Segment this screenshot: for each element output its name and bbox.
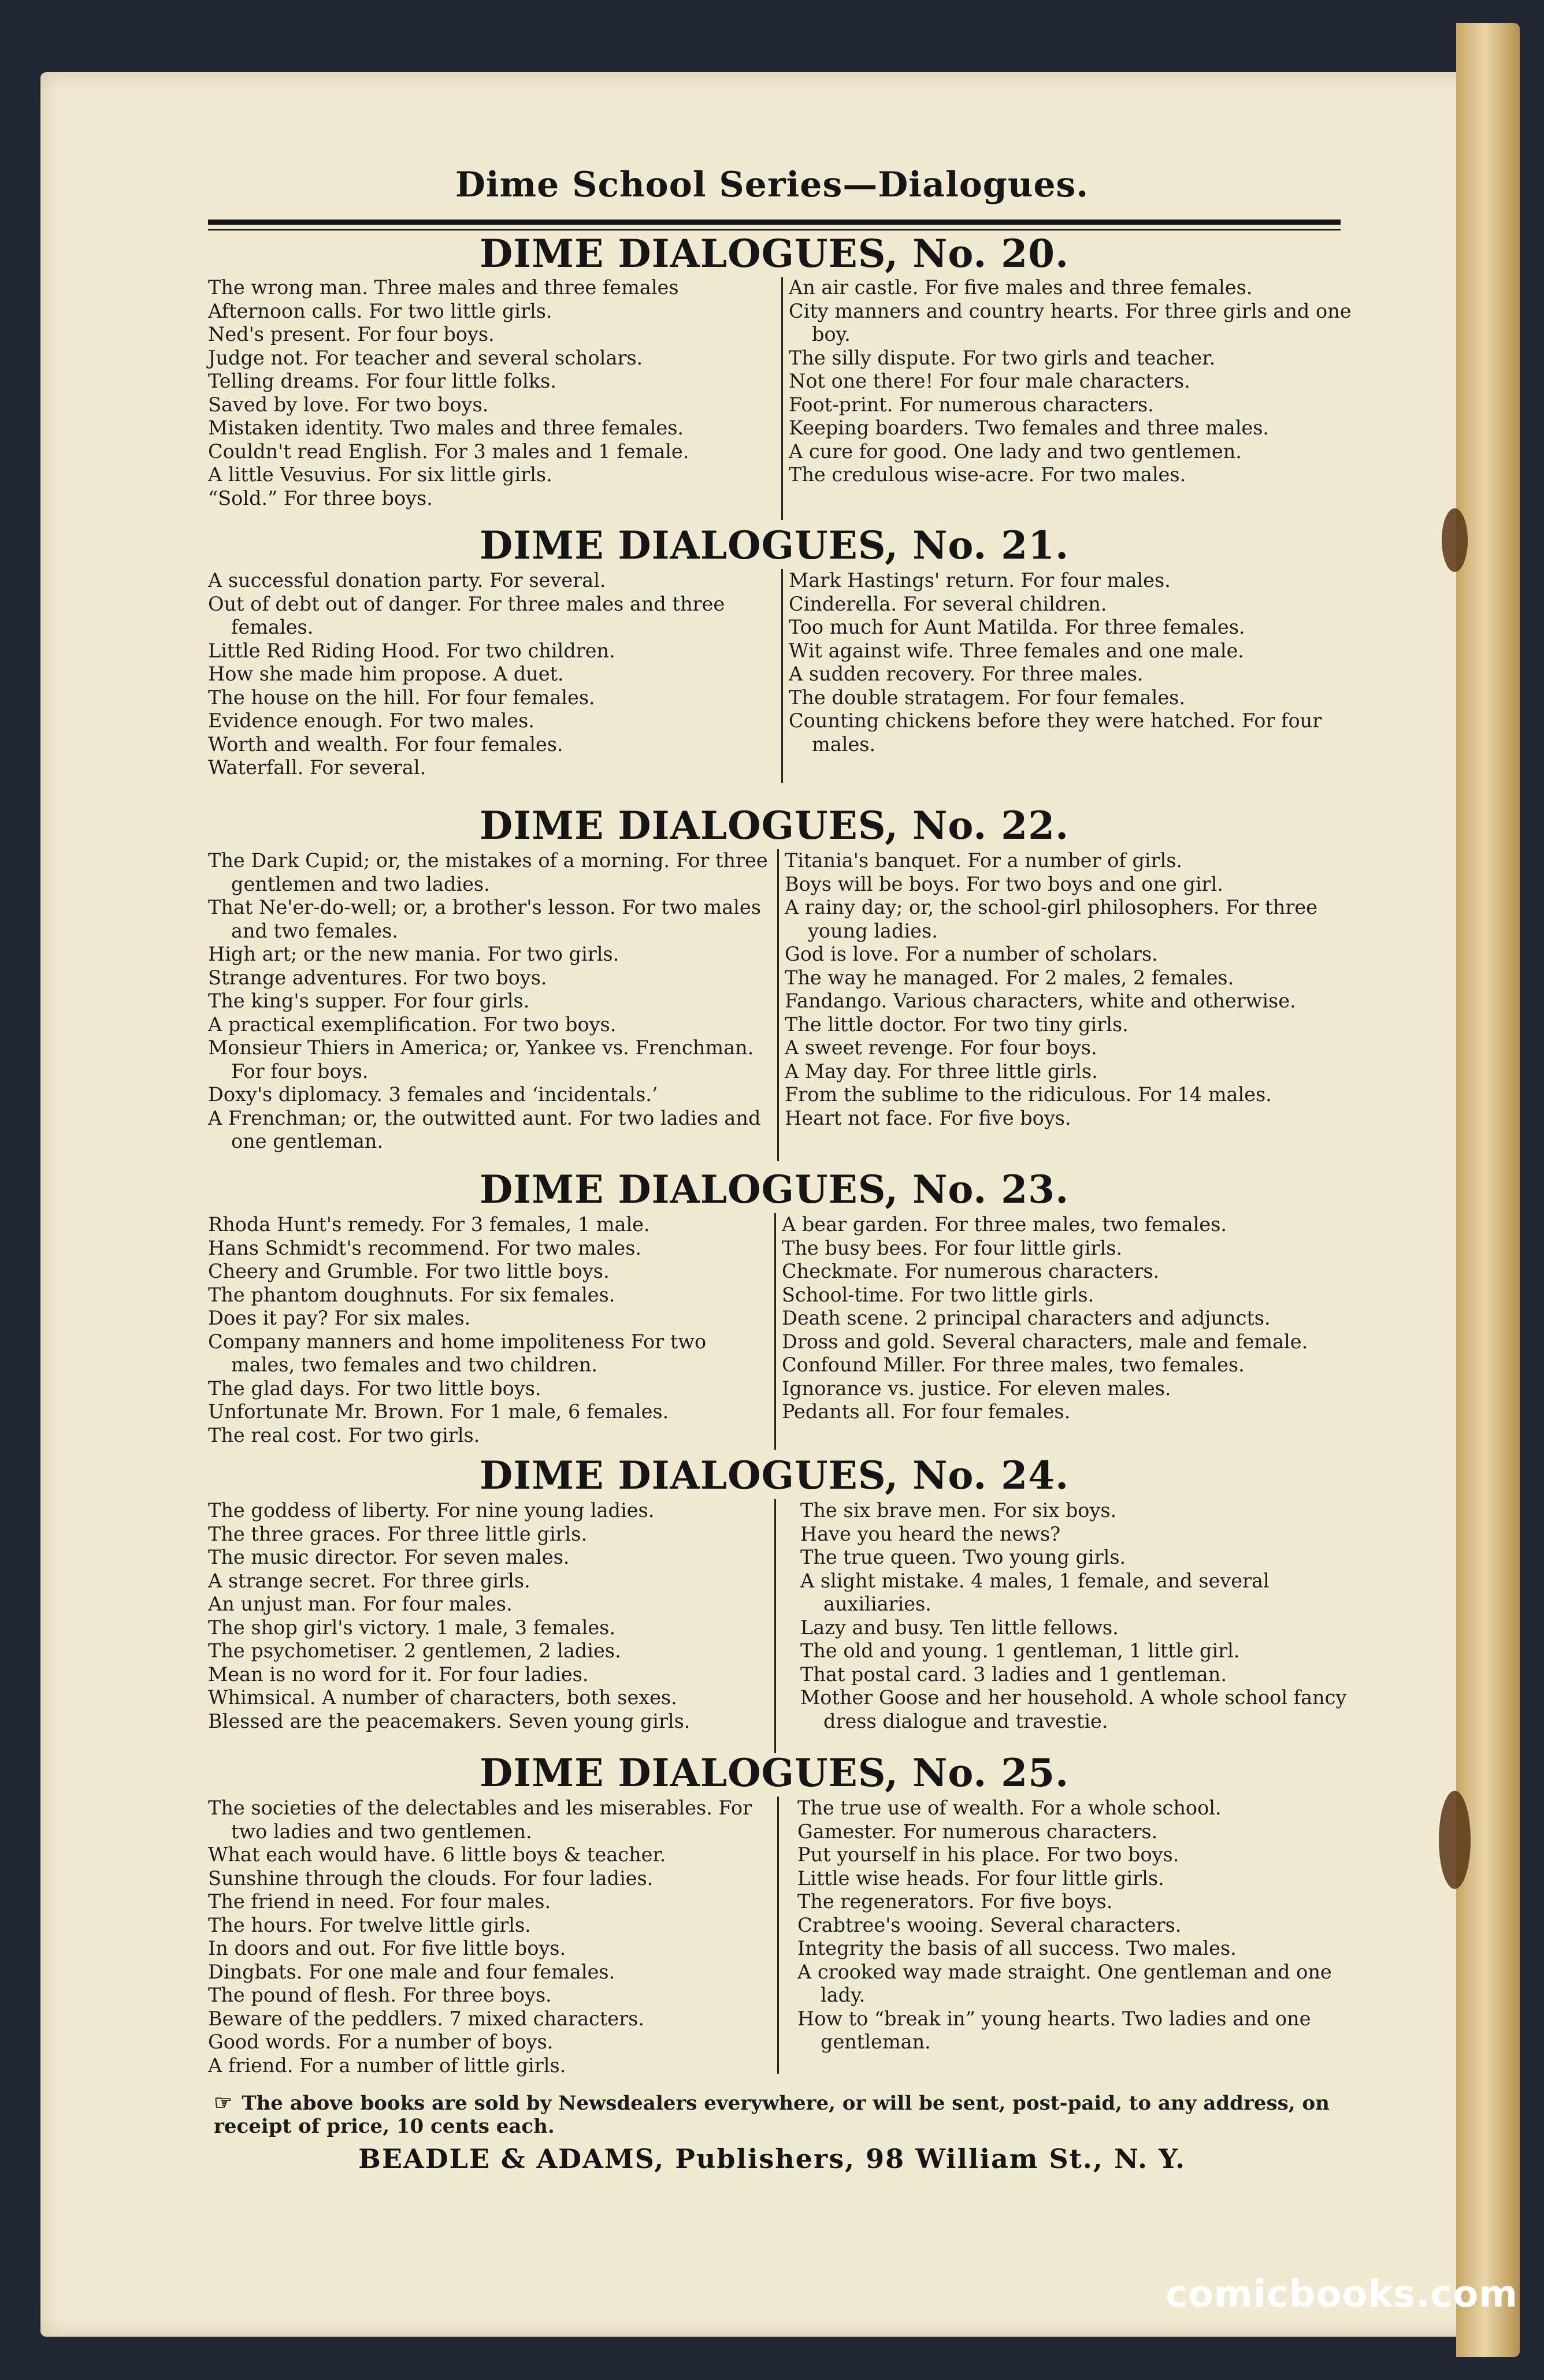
page-spine-edge xyxy=(1456,23,1520,2357)
dialogue-entry: Mother Goose and her household. A whole school fancy dress dialogue and travestie. xyxy=(800,1686,1347,1732)
dialogue-entry: Mark Hastings' return. For four males. xyxy=(789,569,1171,592)
dialogue-entry: Dingbats. For one male and four females. xyxy=(208,1960,615,1983)
dialogue-entry: Crabtree's wooing. Several characters. xyxy=(797,1913,1182,1936)
dialogue-entry: The goddess of liberty. For nine young ladies. xyxy=(208,1499,655,1522)
dialogue-entry: The credulous wise-acre. For two males. xyxy=(789,463,1186,486)
dialogue-entry: Little Red Riding Hood. For two children. xyxy=(208,639,615,662)
series-title: Dime School Series—Dialogues. xyxy=(455,165,1089,205)
dialogue-entry: Does it pay? For six males. xyxy=(208,1307,471,1329)
dialogue-entry: Afternoon calls. For two little girls. xyxy=(208,299,552,322)
dialogue-entry: Dross and gold. Several characters, male and female. xyxy=(782,1330,1308,1353)
section-right-column xyxy=(800,1499,1367,1733)
dialogue-entry: The little doctor. For two tiny girls. xyxy=(785,1013,1129,1036)
column-divider xyxy=(777,1797,779,2074)
title-rule-thin xyxy=(208,229,1341,230)
dialogue-entry: High art; or the new mania. For two girls. xyxy=(208,943,619,965)
dialogue-entry: The true queen. Two young girls. xyxy=(800,1546,1126,1568)
dialogue-entry: A successful donation party. For several. xyxy=(208,569,606,592)
section-title: DIME DIALOGUES, No. 20. xyxy=(479,231,1070,276)
dialogue-entry: Mistaken identity. Two males and three females. xyxy=(208,416,684,439)
dialogue-entry: That postal card. 3 ladies and 1 gentleman. xyxy=(800,1663,1227,1686)
section-right-column xyxy=(789,276,1355,487)
dialogue-entry: Not one there! For four male characters. xyxy=(789,370,1190,392)
dialogue-entry: The real cost. For two girls. xyxy=(208,1423,480,1446)
publisher-imprint: BEADLE & ADAMS, Publishers, 98 William St., N. Y. xyxy=(358,2143,1186,2174)
dialogue-entry: A practical exemplification. For two boys. xyxy=(208,1013,617,1036)
dialogue-entry: A rainy day; or, the school-girl philosophers. For three young ladies. xyxy=(785,896,1317,942)
dialogue-entry: School-time. For two little girls. xyxy=(782,1283,1094,1306)
column-divider xyxy=(774,1499,776,1753)
dialogue-entry: Gamester. For numerous characters. xyxy=(797,1820,1158,1843)
dialogue-entry: Out of debt out of danger. For three males and three females. xyxy=(208,592,725,638)
section-left-column xyxy=(208,1213,774,1447)
dialogue-entry: A little Vesuvius. For six little girls. xyxy=(208,463,552,486)
dialogue-entry: Hans Schmidt's recommend. For two males. xyxy=(208,1236,642,1259)
dialogue-entry: The six brave men. For six boys. xyxy=(800,1499,1117,1522)
dialogue-entry: Boys will be boys. For two boys and one girl. xyxy=(785,872,1223,895)
dialogue-entry: Wit against wife. Three females and one male. xyxy=(789,639,1244,662)
dialogue-entry: The old and young. 1 gentleman, 1 little girl. xyxy=(800,1639,1240,1662)
dialogue-entry: Mean is no word for it. For four ladies. xyxy=(208,1663,589,1686)
dialogue-entry: Strange adventures. For two boys. xyxy=(208,966,547,989)
column-divider xyxy=(774,1213,776,1450)
dialogue-entry: That Ne'er-do-well; or, a brother's lesson. For two males and two females. xyxy=(208,896,761,942)
pointing-hand-icon: ☞ xyxy=(214,2091,233,2115)
dialogue-entry: A slight mistake. 4 males, 1 female, and several auxiliaries. xyxy=(800,1569,1270,1615)
dialogue-entry: Judge not. For teacher and several scholars. xyxy=(208,346,643,369)
dialogue-entry: The hours. For twelve little girls. xyxy=(208,1913,531,1936)
dialogue-entry: A sudden recovery. For three males. xyxy=(789,663,1144,685)
dialogue-entry: In doors and out. For five little boys. xyxy=(208,1937,566,1959)
dialogue-entry: Integrity the basis of all success. Two males. xyxy=(797,1937,1237,1959)
dialogue-entry: The three graces. For three little girls. xyxy=(208,1522,588,1545)
dialogue-entry: The double stratagem. For four females. xyxy=(789,686,1186,709)
dialogue-entry: Blessed are the peacemakers. Seven young girls. xyxy=(208,1709,691,1732)
section-title: DIME DIALOGUES, No. 21. xyxy=(479,523,1070,568)
dialogue-entry: Cheery and Grumble. For two little boys. xyxy=(208,1260,610,1282)
dialogue-entry: An unjust man. For four males. xyxy=(208,1593,513,1615)
section-left-column xyxy=(208,1797,774,2077)
dialogue-entry: An air castle. For five males and three females. xyxy=(789,276,1253,299)
dialogue-entry: Fandango. Various characters, white and otherwise. xyxy=(785,990,1296,1012)
dialogue-entry: Saved by love. For two boys. xyxy=(208,393,489,416)
dialogue-entry: The friend in need. For four males. xyxy=(208,1890,551,1913)
dialogue-entry: “Sold.” For three boys. xyxy=(208,486,433,510)
dialogue-entry: Confound Miller. For three males, two females. xyxy=(782,1353,1245,1376)
dialogue-entry: A cure for good. One lady and two gentlemen. xyxy=(789,440,1242,463)
dialogue-entry: What each would have. 6 little boys & teacher. xyxy=(208,1843,666,1866)
stain-mark xyxy=(1442,508,1468,572)
dialogue-entry: Too much for Aunt Matilda. For three females. xyxy=(789,616,1245,638)
section-left-column xyxy=(208,1499,774,1733)
section-title: DIME DIALOGUES, No. 22. xyxy=(479,803,1070,848)
dialogue-entry: A May day. For three little girls. xyxy=(785,1059,1098,1083)
dialogue-entry: Good words. For a number of boys. xyxy=(208,2031,554,2053)
stain-mark xyxy=(1439,1791,1471,1889)
dialogue-entry: Company manners and home impoliteness For two males, two females and two children. xyxy=(208,1330,707,1376)
dialogue-entry: Waterfall. For several. xyxy=(208,756,426,779)
dialogue-entry: City manners and country hearts. For three girls and one boy. xyxy=(789,299,1352,345)
dialogue-entry: A sweet revenge. For four boys. xyxy=(785,1036,1097,1059)
dialogue-entry: Evidence enough. For two males. xyxy=(208,709,535,732)
dialogue-entry: Ignorance vs. justice. For eleven males. xyxy=(782,1377,1171,1400)
dialogue-entry: The glad days. For two little boys. xyxy=(208,1377,541,1400)
footer-note-text: The above books are sold by Newsdealers everywhere, or will be sent, post-paid, to any address, on receipt of price, 10 cents each. xyxy=(214,2092,1330,2138)
dialogue-entry: Whimsical. A number of characters, both sexes. xyxy=(208,1686,677,1709)
dialogue-entry: The way he managed. For 2 males, 2 females. xyxy=(785,966,1234,989)
section-left-column xyxy=(208,849,774,1154)
dialogue-entry: The busy bees. For four little girls. xyxy=(782,1236,1123,1259)
dialogue-entry: Lazy and busy. Ten little fellows. xyxy=(800,1616,1119,1639)
dialogue-entry: The phantom doughnuts. For six females. xyxy=(208,1283,615,1306)
dialogue-entry: Little wise heads. For four little girls. xyxy=(797,1866,1164,1890)
dialogue-entry: Rhoda Hunt's remedy. For 3 females, 1 male. xyxy=(208,1213,650,1236)
dialogue-entry: Telling dreams. For four little folks. xyxy=(208,370,556,392)
dialogue-entry: Put yourself in his place. For two boys. xyxy=(797,1843,1179,1866)
dialogue-entry: Have you heard the news? xyxy=(800,1522,1061,1545)
dialogue-entry: Cinderella. For several children. xyxy=(789,592,1107,615)
dialogue-entry: Couldn't read English. For 3 males and 1 female. xyxy=(208,440,689,463)
dialogue-entry: Worth and wealth. For four females. xyxy=(208,732,563,756)
section-left-column xyxy=(208,276,774,510)
dialogue-entry: The true use of wealth. For a whole school. xyxy=(797,1797,1222,1819)
column-divider xyxy=(777,849,779,1161)
dialogue-entry: The king's supper. For four girls. xyxy=(208,990,530,1012)
dialogue-entry: Keeping boarders. Two females and three males. xyxy=(789,416,1270,439)
section-right-column xyxy=(785,849,1351,1130)
dialogue-entry: A strange secret. For three girls. xyxy=(208,1569,530,1592)
section-title: DIME DIALOGUES, No. 23. xyxy=(479,1167,1070,1212)
dialogue-entry: The wrong man. Three males and three females xyxy=(208,276,679,299)
dialogue-entry: How to “break in” young hearts. Two ladies and one gentleman. xyxy=(797,2007,1311,2053)
dialogue-entry: A bear garden. For three males, two females. xyxy=(782,1213,1227,1236)
dialogue-entry: Ned's present. For four boys. xyxy=(208,323,495,345)
dialogue-entry: The Dark Cupid; or, the mistakes of a morning. For three gentlemen and two ladies. xyxy=(208,849,768,895)
dialogue-entry: Pedants all. For four females. xyxy=(782,1400,1071,1423)
dialogue-entry: The house on the hill. For four females. xyxy=(208,686,595,709)
dialogue-entry: Beware of the peddlers. 7 mixed characters. xyxy=(208,2007,644,2030)
dialogue-entry: A crooked way made straight. One gentleman and one lady. xyxy=(797,1960,1332,2006)
section-right-column xyxy=(789,569,1355,756)
dialogue-entry: Titania's banquet. For a number of girls. xyxy=(785,849,1183,872)
section-title: DIME DIALOGUES, No. 24. xyxy=(479,1453,1070,1498)
dialogue-entry: How she made him propose. A duet. xyxy=(208,663,564,685)
dialogue-entry: From the sublime to the ridiculous. For 14 males. xyxy=(785,1083,1272,1106)
dialogue-entry: The societies of the delectables and les miserables. For two ladies and two gentlemen. xyxy=(208,1797,752,1843)
dialogue-entry: Counting chickens before they were hatched. For four males. xyxy=(789,709,1322,756)
dialogue-entry: Death scene. 2 principal characters and adjuncts. xyxy=(782,1307,1271,1329)
dialogue-entry: The silly dispute. For two girls and teacher. xyxy=(789,346,1216,369)
column-divider xyxy=(781,277,783,520)
title-rule-thick xyxy=(208,220,1341,225)
dialogue-entry: Foot-print. For numerous characters. xyxy=(789,393,1154,416)
dialogue-entry: A friend. For a number of little girls. xyxy=(208,2054,566,2077)
section-title: DIME DIALOGUES, No. 25. xyxy=(479,1750,1070,1795)
dialogue-entry: The regenerators. For five boys. xyxy=(797,1890,1113,1913)
section-left-column xyxy=(208,569,774,780)
site-watermark: comicbooks.com xyxy=(1166,2273,1518,2316)
dialogue-entry: The music director. For seven males. xyxy=(208,1546,570,1568)
section-right-column xyxy=(797,1797,1364,2054)
dialogue-entry: Sunshine through the clouds. For four ladies. xyxy=(208,1866,654,1890)
footer-note xyxy=(214,2091,1346,2138)
dialogue-entry: Doxy's diplomacy. 3 females and ‘incidentals.’ xyxy=(208,1083,658,1106)
dialogue-entry: The psychometiser. 2 gentlemen, 2 ladies. xyxy=(208,1639,621,1662)
dialogue-entry: Monsieur Thiers in America; or, Yankee vs. Frenchman. For four boys. xyxy=(208,1036,754,1083)
section-right-column xyxy=(782,1213,1348,1424)
dialogue-entry: The shop girl's victory. 1 male, 3 females. xyxy=(208,1616,616,1639)
dialogue-entry: Checkmate. For numerous characters. xyxy=(782,1260,1160,1282)
dialogue-entry: Heart not face. For five boys. xyxy=(785,1106,1071,1129)
dialogue-entry: God is love. For a number of scholars. xyxy=(785,943,1158,965)
dialogue-entry: Unfortunate Mr. Brown. For 1 male, 6 females. xyxy=(208,1400,669,1423)
column-divider xyxy=(781,569,783,783)
dialogue-entry: A Frenchman; or, the outwitted aunt. For two ladies and one gentleman. xyxy=(208,1106,761,1152)
dialogue-entry: The pound of flesh. For three boys. xyxy=(208,1984,552,2006)
